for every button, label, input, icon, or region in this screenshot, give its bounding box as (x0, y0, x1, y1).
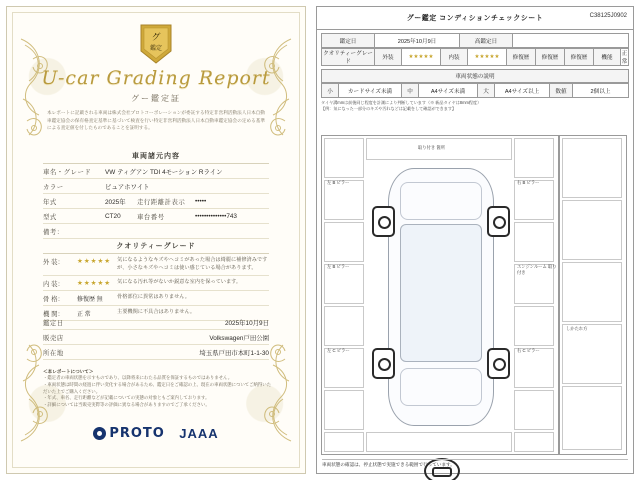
cell-value: ★★★★★ (468, 49, 507, 66)
side-notes-panel (559, 135, 627, 455)
diagram-label: エンジンルーム 取り付き (517, 264, 557, 275)
field-label: 内 装： (43, 280, 64, 288)
diagram-cell (514, 432, 554, 452)
table-row (322, 84, 629, 98)
diagram-cell (324, 432, 364, 452)
sheet-header (317, 7, 633, 30)
legend-note-1: タイヤ溝mmは前後同じ程度を計測により判断しています（※ 新品タイヤは8mm程度） (321, 100, 482, 105)
cell-label: 修復歴 (507, 49, 536, 66)
side-cell (562, 138, 622, 198)
cell-label: 鑑定日 (322, 34, 375, 48)
diagram-cell (324, 306, 364, 346)
field-value: VW ティグアン TDI 4モーション Rライン (105, 168, 223, 176)
info-table-wrap (317, 30, 633, 66)
svg-text:鑑定: 鑑定 (149, 45, 163, 52)
field-label: 車台番号 (137, 213, 165, 221)
cell-label: 外装 (375, 49, 402, 66)
side-cell (562, 324, 622, 384)
quality-grade-block (43, 241, 269, 321)
goo-certification-seal-icon (139, 23, 173, 65)
field-value: 2025年10月9日 (224, 319, 269, 327)
footnote-item: ・鑑定者の車両状態を示すものであり、以降将来にわたる品質を保証するものではありません。 (43, 374, 233, 380)
legend-header-table (321, 69, 629, 83)
table-row (322, 49, 629, 66)
diagram-label: 左 C ピラー (327, 348, 350, 353)
field-value: ••••• (195, 197, 207, 205)
field-value: 正 常 (77, 311, 91, 318)
field-label: 鑑定日 (43, 319, 64, 327)
cell-value: ★★★★★ (402, 49, 441, 66)
cell-label: 修復歴 (565, 49, 594, 66)
info-table (321, 33, 629, 48)
cell-label: 小 (322, 84, 339, 98)
cell-label: 中 (402, 84, 419, 98)
proto-mark-icon (93, 427, 106, 440)
table-row (43, 254, 269, 276)
cell-label: クオリティーグレード (322, 49, 375, 66)
field-label: 販売店 (43, 334, 64, 342)
car-cabin-icon (400, 224, 482, 362)
diagram-cell (514, 348, 554, 388)
field-label: 機 関： (43, 310, 64, 318)
cell-label: 内装 (441, 49, 468, 66)
table-row (43, 194, 269, 209)
table-row (43, 179, 269, 194)
car-hood-icon (400, 182, 482, 220)
footnote-block (43, 368, 273, 409)
table-row (43, 291, 269, 306)
footnote-title: ＜本レポートについて＞ (43, 368, 94, 374)
condition-check-sheet (316, 6, 634, 474)
table-row (322, 34, 629, 48)
wheel-rear-right-icon (487, 348, 510, 379)
diagram-label: 取り付き 箇所 (418, 145, 445, 150)
footnote-item: ・車両状態は時間の経過に伴い変化する場合があるため、鑑定日をご確認の上、現在の車両状態についてご納得いただいた上でご購入ください。 (43, 381, 272, 394)
rating-stars: ★★★★★ (77, 279, 112, 287)
field-note: 骨格部位に異常はありません。 (117, 293, 190, 300)
car-top-view-diagram (366, 162, 514, 430)
certificate-inner-border (12, 12, 300, 468)
report-subtitle: グー鑑定証 (131, 94, 181, 103)
sheet-footer-note: 車両状態の確認は、停止状態で実施できる範囲で行っています。 (322, 459, 628, 468)
logo-row (13, 425, 299, 443)
field-label: 走行距離計表示 (137, 198, 186, 206)
diagram-cell (514, 138, 554, 178)
report-blurb: 本レポートに記載される車両は株式会社プロトコーポレーションが委託する特定非営利活動法人日本自動車鑑定協会の保有格査定基準に基づいて検査を行い特定非営利活動法人日本自動車鑑定協会の定める基準による査定値を付したものであることを証明する。 (47, 110, 265, 131)
diagram-cell (324, 348, 364, 388)
cell-value: 2025年10月9日 (375, 34, 460, 48)
table-row (43, 209, 269, 224)
field-note: 気になる汚れ等がないか鋭意な室内を保っています。 (117, 278, 242, 285)
side-cell (562, 200, 622, 260)
field-label: 車名・グレード (43, 168, 92, 176)
quality-section-title: クオリティーグレード (116, 243, 196, 250)
svg-text:グ: グ (151, 33, 161, 43)
car-trunk-icon (400, 368, 482, 406)
proto-logo-text: PROTO (109, 426, 165, 442)
wheel-front-left-icon (372, 206, 395, 237)
field-value: ••••••••••••••743 (195, 212, 237, 220)
field-value: CT20 (105, 212, 121, 220)
cell-value (513, 34, 629, 48)
vehicle-section-title: 車両諸元内容 (132, 153, 180, 160)
diagram-label: 左 B ピラー (327, 264, 350, 269)
cell-value: A4サイズ未満 (419, 84, 478, 98)
legend-title: 車両状態の説明 (322, 70, 629, 83)
wheel-front-right-icon (487, 206, 510, 237)
field-label: カラー (43, 183, 64, 191)
wheel-rear-left-icon (372, 348, 395, 379)
cell-value: カードサイズ未満 (339, 84, 402, 98)
cell-label: 機能 (594, 49, 621, 66)
diagram-cell (324, 264, 364, 304)
field-note: 気になるようなキズやヘコミがあった場合は綺麗に補修済みですが、小さなキズやヘコミは使い感じている場合があります。 (117, 257, 268, 271)
cell-value: 2個以上 (573, 84, 629, 98)
field-note: 主要機関に不具合はありません。 (117, 308, 196, 315)
table-row (43, 330, 269, 345)
diagram-cell (324, 390, 364, 430)
field-label: 年式 (43, 198, 57, 206)
table-row (43, 315, 269, 330)
cell-label: 高鑑定日 (460, 34, 513, 48)
cell-value: 正常 (621, 49, 629, 66)
field-label: 外 装： (43, 259, 64, 266)
cell-label: 大 (478, 84, 495, 98)
side-label: しかたれ方 (566, 326, 588, 331)
diagram-label: 右 C ピラー (517, 348, 540, 353)
field-label: 備考： (43, 228, 64, 236)
diagram-cell (324, 222, 364, 262)
diagram-label: 左 B ピラー (327, 180, 350, 185)
cell-label: 修復歴 (536, 49, 565, 66)
table-row (43, 345, 269, 360)
sheet-title: グー鑑定 コンディションチェックシート (406, 15, 544, 22)
grading-report-certificate (6, 6, 306, 474)
field-value: 2025年 (105, 198, 126, 206)
table-row (43, 276, 269, 291)
table-row (322, 70, 629, 83)
field-value: 修復歴 無 (77, 296, 103, 303)
field-value: 埼玉県戸田市本町1-1-30 (199, 349, 269, 357)
sheet-code: C38125J0902 (589, 13, 627, 19)
field-label: 型式 (43, 213, 57, 221)
diagram-cell-bottom (366, 432, 512, 452)
side-cell (562, 386, 622, 450)
issuer-info-block (43, 315, 269, 360)
diagram-cell (514, 222, 554, 262)
field-label: 骨 格： (43, 295, 64, 303)
side-cell (562, 262, 622, 322)
footnote-item: ・詳細については当販売実際等の評価に異なる場合がありますのでご了承ください。 (43, 402, 210, 408)
legend-table (321, 83, 629, 98)
legend-note-2: 【例：気になった一部分のキズや汚れなどは記載をして確認ができます】 (321, 105, 457, 111)
vehicle-diagram-panel (321, 135, 559, 455)
legend-wrap (317, 66, 633, 111)
field-value: ピュアホワイト (105, 183, 150, 191)
diagram-cell (324, 180, 364, 220)
rating-stars: ★★★★★ (77, 258, 112, 265)
diagram-cell (514, 306, 554, 346)
cell-label: 数値 (550, 84, 573, 98)
diagram-label: 右 B ピラー (517, 180, 540, 185)
field-value: Volkswagen戸田公園 (209, 334, 269, 342)
quality-grade-table (321, 48, 629, 66)
report-title: U-car Grading Report (41, 67, 271, 89)
footnote-item: ・年式、車名、走行距離などが記載についての実態の対象ともご案内しております。 (43, 395, 210, 401)
diagram-cell (324, 138, 364, 178)
field-label: 所在地 (43, 349, 64, 357)
diagram-cell (514, 390, 554, 430)
cell-value: A4サイズ以上 (495, 84, 550, 98)
table-row (43, 224, 269, 239)
jaaa-logo-text: JAAA (179, 426, 219, 442)
table-row (43, 164, 269, 179)
diagram-cell (514, 180, 554, 220)
vehicle-info-block (43, 151, 269, 239)
